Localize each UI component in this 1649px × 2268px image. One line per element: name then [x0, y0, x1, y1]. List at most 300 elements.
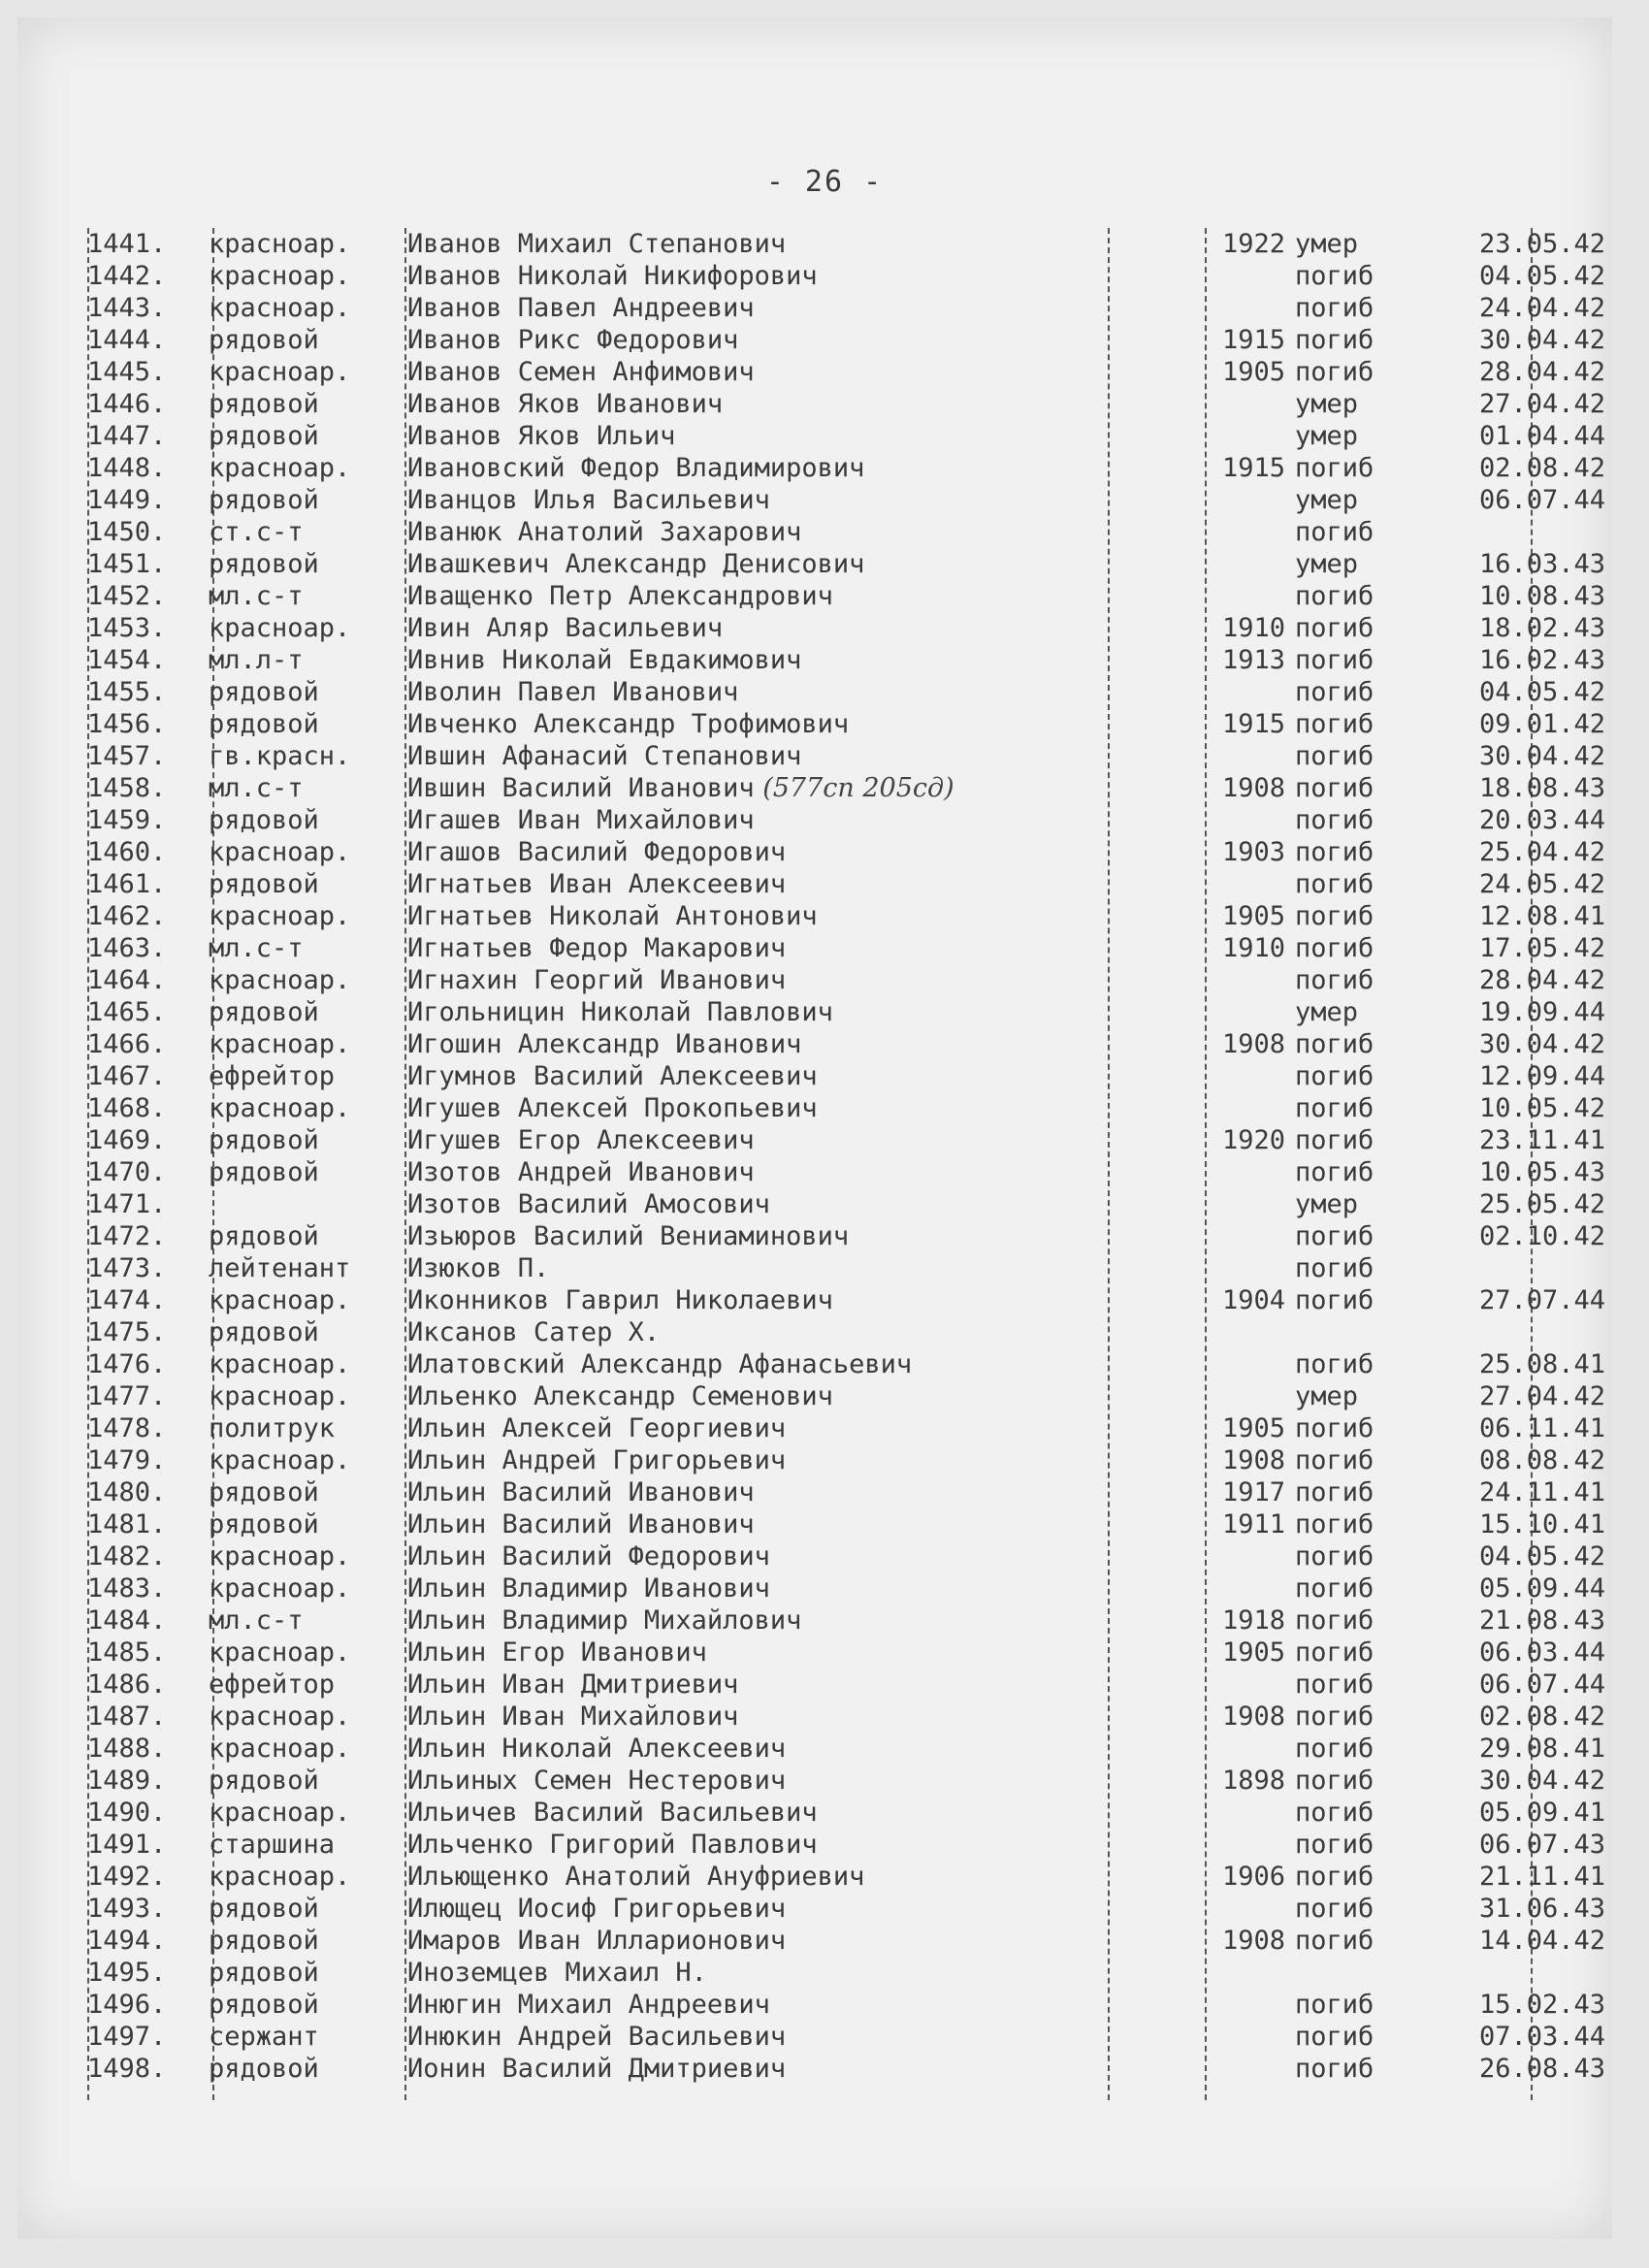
- name-cell: Иволин Павел Иванович: [407, 677, 739, 707]
- date-cell: 04.05.42: [1478, 261, 1605, 291]
- name-cell: Изюков П.: [407, 1253, 550, 1283]
- rank-cell: рядовой: [209, 1926, 319, 1956]
- status-cell: умер: [1295, 421, 1359, 451]
- table-row: [87, 2053, 1605, 2085]
- row-number: 1472.: [87, 1221, 167, 1251]
- table-row: [87, 1284, 1605, 1316]
- row-number: 1480.: [87, 1477, 167, 1507]
- row-number: 1442.: [87, 261, 167, 291]
- date-cell: 18.02.43: [1478, 613, 1605, 643]
- birth-year-cell: 1906: [1221, 1862, 1285, 1892]
- rank-cell: рядовой: [209, 421, 319, 451]
- status-cell: погиб: [1295, 1349, 1374, 1379]
- status-cell: погиб: [1295, 901, 1374, 931]
- row-number: 1494.: [87, 1926, 167, 1956]
- status-cell: погиб: [1295, 1029, 1374, 1059]
- date-cell: 31.06.43: [1478, 1894, 1605, 1924]
- rank-cell: красноар.: [209, 1573, 351, 1604]
- name-cell: Изьюров Василий Вениаминович: [407, 1221, 850, 1251]
- rank-cell: мл.с-т: [209, 581, 304, 611]
- name-cell: Имаров Иван Илларионович: [407, 1926, 787, 1956]
- name-cell: Ивановский Федор Владимирович: [407, 453, 865, 483]
- rank-cell: рядовой: [209, 485, 319, 515]
- table-row: [87, 1540, 1605, 1572]
- row-number: 1444.: [87, 325, 167, 355]
- date-cell: 02.08.42: [1478, 1701, 1605, 1732]
- name-cell: Ильин Владимир Михайлович: [407, 1605, 802, 1636]
- birth-year-cell: 1908: [1221, 773, 1285, 803]
- name-cell: Игнатьев Иван Алексеевич: [407, 869, 787, 899]
- name-cell: Ильин Иван Дмитриевич: [407, 1669, 739, 1700]
- table-row: [87, 996, 1605, 1028]
- status-cell: погиб: [1295, 1669, 1374, 1700]
- date-cell: 28.04.42: [1478, 357, 1605, 387]
- name-cell: Ильин Иван Михайлович: [407, 1701, 739, 1732]
- date-cell: 26.08.43: [1478, 2054, 1605, 2084]
- status-cell: погиб: [1295, 2022, 1374, 2052]
- status-cell: умер: [1295, 549, 1359, 579]
- table-row: [87, 1380, 1605, 1412]
- rank-cell: красноар.: [209, 1349, 351, 1379]
- date-cell: 15.10.41: [1478, 1509, 1605, 1539]
- status-cell: погиб: [1295, 1990, 1374, 2020]
- date-cell: 23.05.42: [1478, 229, 1605, 259]
- date-cell: 18.08.43: [1478, 773, 1605, 803]
- name-cell: Иксанов Сатер Х.: [407, 1317, 661, 1347]
- name-cell: Инюкин Андрей Васильевич: [407, 2022, 787, 2052]
- status-cell: погиб: [1295, 1093, 1374, 1123]
- table-row: [87, 420, 1605, 452]
- rank-cell: гв.красн.: [209, 741, 351, 771]
- row-number: 1451.: [87, 549, 167, 579]
- table-row: [87, 1060, 1605, 1092]
- status-cell: умер: [1295, 229, 1359, 259]
- name-cell: Изотов Василий Амосович: [407, 1189, 770, 1219]
- name-cell: Игумнов Василий Алексеевич: [407, 1061, 818, 1091]
- date-cell: 27.04.42: [1478, 1381, 1605, 1411]
- rank-cell: рядовой: [209, 677, 319, 707]
- date-cell: 04.05.42: [1478, 677, 1605, 707]
- name-cell: Игольницин Николай Павлович: [407, 997, 833, 1027]
- date-cell: 06.11.41: [1478, 1413, 1605, 1443]
- status-cell: погиб: [1295, 805, 1374, 835]
- status-cell: погиб: [1295, 1733, 1374, 1764]
- table-row: [87, 1797, 1605, 1829]
- table-row: [87, 1893, 1605, 1925]
- birth-year-cell: 1908: [1221, 1701, 1285, 1732]
- rank-cell: красноар.: [209, 1541, 351, 1571]
- rank-cell: ст.с-т: [209, 517, 304, 547]
- row-number: 1461.: [87, 869, 167, 899]
- row-number: 1478.: [87, 1413, 167, 1443]
- status-cell: погиб: [1295, 1509, 1374, 1539]
- rank-cell: рядовой: [209, 1958, 319, 1988]
- date-cell: 25.04.42: [1478, 837, 1605, 867]
- date-cell: 10.05.42: [1478, 1093, 1605, 1123]
- date-cell: 06.07.43: [1478, 1830, 1605, 1860]
- name-cell: Ильин Егор Иванович: [407, 1637, 707, 1668]
- birth-year-cell: 1903: [1221, 837, 1285, 867]
- rank-cell: красноар.: [209, 1029, 351, 1059]
- date-cell: 27.07.44: [1478, 1285, 1605, 1315]
- date-cell: 09.01.42: [1478, 709, 1605, 739]
- name-cell: Иванов Михаил Степанович: [407, 229, 787, 259]
- name-cell: Игошин Александр Иванович: [407, 1029, 802, 1059]
- status-cell: погиб: [1295, 1830, 1374, 1860]
- status-cell: погиб: [1295, 1541, 1374, 1571]
- row-number: 1470.: [87, 1157, 167, 1187]
- name-cell: Иващенко Петр Александрович: [407, 581, 833, 611]
- rank-cell: лейтенант: [209, 1253, 351, 1283]
- table-row: [87, 1220, 1605, 1252]
- birth-year-cell: 1915: [1221, 709, 1285, 739]
- status-cell: погиб: [1295, 1798, 1374, 1828]
- table-row: [87, 1925, 1605, 1957]
- table-row: [87, 804, 1605, 836]
- birth-year-cell: 1905: [1221, 1637, 1285, 1668]
- row-number: 1486.: [87, 1669, 167, 1700]
- name-cell: Ильченко Григорий Павлович: [407, 1830, 818, 1860]
- handwritten-note: (577сп 205сд): [754, 773, 954, 803]
- name-cell: Иванов Николай Никифорович: [407, 261, 818, 291]
- name-cell: Игашов Василий Федорович: [407, 837, 787, 867]
- status-cell: погиб: [1295, 709, 1374, 739]
- birth-year-cell: 1905: [1221, 357, 1285, 387]
- rank-cell: красноар.: [209, 1637, 351, 1668]
- page-number: - 26 -: [765, 165, 884, 199]
- rank-cell: красноар.: [209, 293, 351, 323]
- table-row: [87, 1156, 1605, 1188]
- name-cell: Иванов Рикс Федорович: [407, 325, 739, 355]
- table-row: [87, 484, 1605, 516]
- row-number: 1443.: [87, 293, 167, 323]
- status-cell: умер: [1295, 485, 1359, 515]
- birth-year-cell: 1898: [1221, 1766, 1285, 1796]
- date-cell: 05.09.41: [1478, 1798, 1605, 1828]
- table-row: [87, 708, 1605, 740]
- rank-cell: красноар.: [209, 1798, 351, 1828]
- date-cell: 12.09.44: [1478, 1061, 1605, 1091]
- status-cell: погиб: [1295, 1285, 1374, 1315]
- table-row: [87, 772, 1605, 804]
- table-row: [87, 1348, 1605, 1380]
- birth-year-cell: 1908: [1221, 1926, 1285, 1956]
- table-row: [87, 516, 1542, 548]
- date-cell: 16.03.43: [1478, 549, 1605, 579]
- row-number: 1460.: [87, 837, 167, 867]
- row-number: 1491.: [87, 1830, 167, 1860]
- row-number: 1449.: [87, 485, 167, 515]
- row-number: 1453.: [87, 613, 167, 643]
- status-cell: погиб: [1295, 1701, 1374, 1732]
- row-number: 1487.: [87, 1701, 167, 1732]
- name-cell: Ильиных Семен Нестерович: [407, 1766, 787, 1796]
- table-row: [87, 1476, 1605, 1508]
- date-cell: 04.05.42: [1478, 1541, 1605, 1571]
- table-row: [87, 388, 1605, 420]
- status-cell: погиб: [1295, 773, 1374, 803]
- rank-cell: красноар.: [209, 1445, 351, 1475]
- birth-year-cell: 1905: [1221, 901, 1285, 931]
- row-number: 1489.: [87, 1766, 167, 1796]
- table-row: [87, 1028, 1605, 1060]
- name-cell: Иванцов Илья Васильевич: [407, 485, 770, 515]
- rank-cell: ефрейтор: [209, 1061, 336, 1091]
- status-cell: погиб: [1295, 1221, 1374, 1251]
- birth-year-cell: 1910: [1221, 613, 1285, 643]
- status-cell: погиб: [1295, 645, 1374, 675]
- rank-cell: рядовой: [209, 549, 319, 579]
- rank-cell: рядовой: [209, 1317, 319, 1347]
- rank-cell: рядовой: [209, 805, 319, 835]
- rank-cell: красноар.: [209, 1862, 351, 1892]
- row-number: 1495.: [87, 1958, 167, 1988]
- status-cell: погиб: [1295, 581, 1374, 611]
- name-cell: Изотов Андрей Иванович: [407, 1157, 755, 1187]
- status-cell: погиб: [1295, 1253, 1374, 1283]
- date-cell: 21.08.43: [1478, 1605, 1605, 1636]
- rank-cell: красноар.: [209, 261, 351, 291]
- row-number: 1450.: [87, 517, 167, 547]
- status-cell: погиб: [1295, 357, 1374, 387]
- status-cell: погиб: [1295, 1157, 1374, 1187]
- rank-cell: политрук: [209, 1413, 336, 1443]
- date-cell: 25.08.41: [1478, 1349, 1605, 1379]
- row-number: 1446.: [87, 389, 167, 419]
- status-cell: погиб: [1295, 261, 1374, 291]
- row-number: 1479.: [87, 1445, 167, 1475]
- rank-cell: мл.л-т: [209, 645, 304, 675]
- rank-cell: красноар.: [209, 1701, 351, 1732]
- row-number: 1497.: [87, 2022, 167, 2052]
- status-cell: погиб: [1295, 933, 1374, 963]
- birth-year-cell: 1917: [1221, 1477, 1285, 1507]
- date-cell: 19.09.44: [1478, 997, 1605, 1027]
- table-row: [87, 548, 1605, 580]
- rank-cell: красноар.: [209, 965, 351, 995]
- row-number: 1483.: [87, 1573, 167, 1604]
- table-row: [87, 932, 1605, 964]
- row-number: 1488.: [87, 1733, 167, 1764]
- name-cell: Ильин Василий Иванович: [407, 1509, 755, 1539]
- name-cell: Ивнив Николай Евдакимович: [407, 645, 802, 675]
- date-cell: 17.05.42: [1478, 933, 1605, 963]
- table-row: [87, 740, 1605, 772]
- name-cell: Ильющенко Анатолий Ануфриевич: [407, 1862, 865, 1892]
- rank-cell: рядовой: [209, 1157, 319, 1187]
- status-cell: погиб: [1295, 1061, 1374, 1091]
- rank-cell: ефрейтор: [209, 1669, 336, 1700]
- rank-cell: красноар.: [209, 357, 351, 387]
- date-cell: 25.05.42: [1478, 1189, 1605, 1219]
- date-cell: 30.04.42: [1478, 741, 1605, 771]
- rank-cell: рядовой: [209, 325, 319, 355]
- row-number: 1490.: [87, 1798, 167, 1828]
- birth-year-cell: 1922: [1221, 229, 1285, 259]
- status-cell: погиб: [1295, 1894, 1374, 1924]
- table-row: [87, 1604, 1605, 1636]
- status-cell: погиб: [1295, 1477, 1374, 1507]
- table-row: [87, 868, 1605, 900]
- date-cell: 07.03.44: [1478, 2022, 1605, 2052]
- date-cell: 10.05.43: [1478, 1157, 1605, 1187]
- row-number: 1465.: [87, 997, 167, 1027]
- name-cell: Ильин Василий Федорович: [407, 1541, 770, 1571]
- rank-cell: красноар.: [209, 837, 351, 867]
- table-row: [87, 1765, 1605, 1797]
- table-row: [87, 356, 1605, 388]
- status-cell: погиб: [1295, 453, 1374, 483]
- name-cell: Ивашкевич Александр Денисович: [407, 549, 865, 579]
- name-cell: Игнатьев Федор Макарович: [407, 933, 787, 963]
- table-row: [87, 580, 1605, 612]
- name-cell: Ильин Алексей Георгиевич: [407, 1413, 787, 1443]
- status-cell: погиб: [1295, 965, 1374, 995]
- row-number: 1457.: [87, 741, 167, 771]
- table-row: [87, 1444, 1605, 1476]
- table-row: [87, 2021, 1605, 2053]
- status-cell: погиб: [1295, 293, 1374, 323]
- birth-year-cell: 1920: [1221, 1125, 1285, 1155]
- status-cell: погиб: [1295, 1573, 1374, 1604]
- row-number: 1482.: [87, 1541, 167, 1571]
- date-cell: 24.04.42: [1478, 293, 1605, 323]
- birth-year-cell: 1905: [1221, 1413, 1285, 1443]
- rank-cell: рядовой: [209, 1221, 319, 1251]
- table-row: [87, 292, 1605, 324]
- row-number: 1485.: [87, 1637, 167, 1668]
- name-cell: Ильенко Александр Семенович: [407, 1381, 833, 1411]
- name-cell: Ившин Афанасий Степанович: [407, 741, 802, 771]
- rank-cell: красноар.: [209, 1381, 351, 1411]
- name-cell: Ильин Андрей Григорьевич: [407, 1445, 787, 1475]
- status-cell: умер: [1295, 389, 1359, 419]
- table-row: [87, 836, 1605, 868]
- status-cell: погиб: [1295, 517, 1374, 547]
- name-cell: Иноземцев Михаил Н.: [407, 1958, 707, 1988]
- table-row: [87, 1669, 1605, 1701]
- rank-cell: сержант: [209, 2022, 319, 2052]
- table-row: [87, 1829, 1605, 1861]
- name-cell: Иванов Яков Иванович: [407, 389, 724, 419]
- row-number: 1459.: [87, 805, 167, 835]
- rank-cell: рядовой: [209, 1990, 319, 2020]
- row-number: 1458.: [87, 773, 167, 803]
- birth-year-cell: 1913: [1221, 645, 1285, 675]
- date-cell: 30.04.42: [1478, 325, 1605, 355]
- rank-cell: рядовой: [209, 2054, 319, 2084]
- table-row: [87, 1636, 1605, 1669]
- status-cell: погиб: [1295, 1862, 1374, 1892]
- date-cell: 02.08.42: [1478, 453, 1605, 483]
- rank-cell: рядовой: [209, 997, 319, 1027]
- table-row: [87, 1701, 1605, 1733]
- table-row: [87, 612, 1605, 644]
- row-number: 1481.: [87, 1509, 167, 1539]
- row-number: 1463.: [87, 933, 167, 963]
- date-cell: 06.03.44: [1478, 1637, 1605, 1668]
- row-number: 1456.: [87, 709, 167, 739]
- rank-cell: красноар.: [209, 1285, 351, 1315]
- date-cell: 24.05.42: [1478, 869, 1605, 899]
- rank-cell: рядовой: [209, 389, 319, 419]
- row-number: 1441.: [87, 229, 167, 259]
- name-cell: Ильичев Василий Васильевич: [407, 1798, 818, 1828]
- rank-cell: рядовой: [209, 709, 319, 739]
- name-cell: Игашев Иван Михайлович: [407, 805, 755, 835]
- birth-year-cell: 1910: [1221, 933, 1285, 963]
- status-cell: погиб: [1295, 1413, 1374, 1443]
- row-number: 1455.: [87, 677, 167, 707]
- row-number: 1448.: [87, 453, 167, 483]
- row-number: 1464.: [87, 965, 167, 995]
- table-row: [87, 1957, 1542, 1989]
- table-row: [87, 1733, 1605, 1765]
- status-cell: погиб: [1295, 869, 1374, 899]
- table-row: [87, 1989, 1605, 2021]
- row-number: 1452.: [87, 581, 167, 611]
- date-cell: 21.11.41: [1478, 1862, 1605, 1892]
- table-row: [87, 452, 1605, 484]
- table-row: [87, 1572, 1605, 1604]
- casualty-table: [87, 228, 1605, 2085]
- rank-cell: красноар.: [209, 1733, 351, 1764]
- row-number: 1484.: [87, 1605, 167, 1636]
- rank-cell: мл.с-т: [209, 773, 304, 803]
- rank-cell: красноар.: [209, 613, 351, 643]
- table-row: [87, 228, 1605, 260]
- date-cell: 23.11.41: [1478, 1125, 1605, 1155]
- date-cell: 15.02.43: [1478, 1990, 1605, 2020]
- name-cell: Ильин Владимир Иванович: [407, 1573, 770, 1604]
- row-number: 1474.: [87, 1285, 167, 1315]
- rank-cell: рядовой: [209, 869, 319, 899]
- name-cell: Иконников Гаврил Николаевич: [407, 1285, 833, 1315]
- status-cell: погиб: [1295, 1926, 1374, 1956]
- row-number: 1498.: [87, 2054, 167, 2084]
- birth-year-cell: 1911: [1221, 1509, 1285, 1539]
- table-row: [87, 1316, 1542, 1348]
- birth-year-cell: 1915: [1221, 325, 1285, 355]
- status-cell: погиб: [1295, 837, 1374, 867]
- name-cell: Ильин Василий Иванович: [407, 1477, 755, 1507]
- date-cell: 24.11.41: [1478, 1477, 1605, 1507]
- table-row: [87, 1508, 1605, 1540]
- rank-cell: мл.с-т: [209, 933, 304, 963]
- rank-cell: красноар.: [209, 453, 351, 483]
- rank-cell: старшина: [209, 1830, 336, 1860]
- name-cell: Игушев Алексей Прокопьевич: [407, 1093, 818, 1123]
- rank-cell: красноар.: [209, 1093, 351, 1123]
- row-number: 1466.: [87, 1029, 167, 1059]
- row-number: 1492.: [87, 1862, 167, 1892]
- table-row: [87, 644, 1605, 676]
- date-cell: 14.04.42: [1478, 1926, 1605, 1956]
- name-cell: Иванов Павел Андреевич: [407, 293, 755, 323]
- birth-year-cell: 1904: [1221, 1285, 1285, 1315]
- name-cell: Игнатьев Николай Антонович: [407, 901, 818, 931]
- date-cell: 06.07.44: [1478, 1669, 1605, 1700]
- row-number: 1473.: [87, 1253, 167, 1283]
- name-cell: Иванюк Анатолий Захарович: [407, 517, 802, 547]
- date-cell: 30.04.42: [1478, 1766, 1605, 1796]
- table-row: [87, 1861, 1605, 1893]
- rank-cell: мл.с-т: [209, 1605, 304, 1636]
- date-cell: 02.10.42: [1478, 1221, 1605, 1251]
- status-cell: умер: [1295, 997, 1359, 1027]
- rank-cell: рядовой: [209, 1894, 319, 1924]
- birth-year-cell: 1915: [1221, 453, 1285, 483]
